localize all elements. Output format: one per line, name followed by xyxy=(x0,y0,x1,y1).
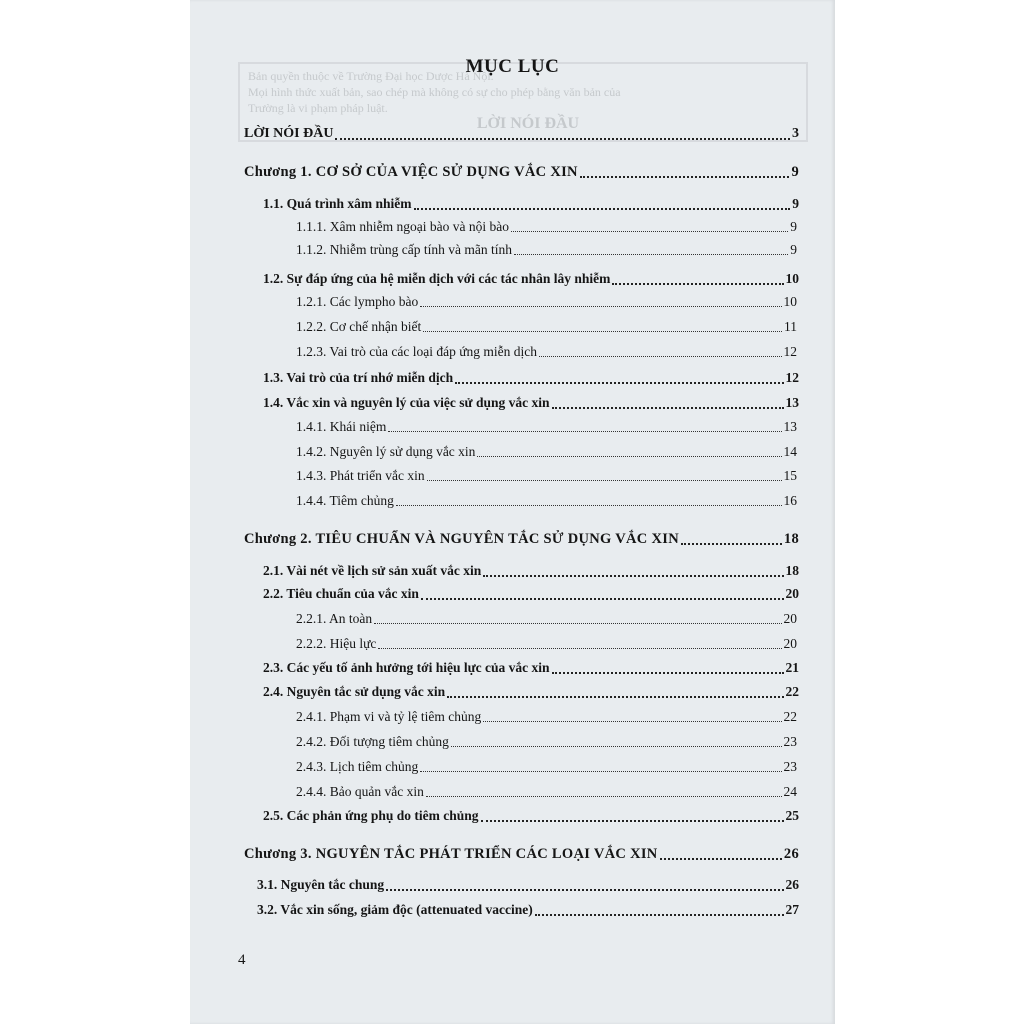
leader-dots xyxy=(483,706,781,722)
toc-entry-label: Chương 2. TIÊU CHUẨN VÀ NGUYÊN TẮC SỬ DỤNG VẮC XIN xyxy=(244,531,679,547)
toc-entry-page: 11 xyxy=(784,319,797,334)
toc-entry-page: 18 xyxy=(783,531,799,547)
leader-dots xyxy=(414,193,791,210)
leader-dots xyxy=(423,316,782,332)
toc-entry-label: 2.2.1. An toàn xyxy=(296,611,373,626)
toc-entry-page: 12 xyxy=(783,344,797,359)
toc-subsection xyxy=(296,239,797,261)
toc-entry-page: 10 xyxy=(783,294,797,309)
toc-subsection xyxy=(296,608,797,630)
toc-entry-label: 2.2. Tiêu chuẩn của vắc xin xyxy=(263,586,419,601)
toc-section xyxy=(263,805,799,827)
toc-subsection xyxy=(296,316,797,338)
leader-dots xyxy=(378,633,781,649)
toc-entry-label: 3.1. Nguyên tắc chung xyxy=(257,877,385,892)
toc-entry-label: Chương 3. NGUYÊN TẮC PHÁT TRIỂN CÁC LOẠI VẮC XIN xyxy=(244,846,658,862)
toc-entry-label: 1.4.4. Tiêm chủng xyxy=(296,493,394,508)
toc-entry-page: 13 xyxy=(785,395,799,410)
leader-dots xyxy=(451,731,782,747)
toc-chapter xyxy=(244,843,799,865)
toc-entry-label: 1.1.1. Xâm nhiễm ngoại bào và nội bào xyxy=(296,219,509,234)
toc-entry-label: 2.3. Các yếu tố ảnh hưởng tới hiệu lực của vắc xin xyxy=(263,660,550,675)
toc-entry-page: 22 xyxy=(785,684,799,699)
leader-dots xyxy=(660,843,782,860)
leader-dots xyxy=(386,874,783,891)
toc-subsection xyxy=(296,465,797,487)
toc-entry-page: 21 xyxy=(785,660,799,675)
toc-entry-label: 1.4.3. Phát triển vắc xin xyxy=(296,468,425,483)
toc-entry-page: 13 xyxy=(783,419,797,434)
toc-subsection xyxy=(296,341,797,363)
toc-section xyxy=(263,583,799,605)
leader-dots xyxy=(455,367,783,384)
toc-entry-page: 9 xyxy=(791,164,799,180)
toc-chapter xyxy=(244,161,799,183)
leader-dots xyxy=(335,123,790,140)
leader-dots xyxy=(420,291,781,307)
toc-entry-page: 22 xyxy=(783,709,797,724)
toc-entry-page: 14 xyxy=(783,444,797,459)
toc-entry-label: 2.2.2. Hiệu lực xyxy=(296,636,377,651)
bleed-line: LỜI NÓI ĐẦU xyxy=(476,115,580,132)
leader-dots xyxy=(483,560,783,577)
toc-entry-page: 16 xyxy=(783,493,797,508)
toc-entry-label: 1.2.1. Các lympho bào xyxy=(296,294,419,309)
toc-section xyxy=(263,560,799,582)
toc-entry-page: 15 xyxy=(783,468,797,483)
leader-dots xyxy=(426,781,782,797)
toc-entry-label: 2.4.4. Bảo quản vắc xin xyxy=(296,784,424,799)
leader-dots xyxy=(535,899,784,916)
leader-dots xyxy=(552,392,784,409)
toc-section xyxy=(263,392,799,414)
toc-entry-page: 20 xyxy=(783,636,797,651)
toc-entry-label: 1.1.2. Nhiễm trùng cấp tính và mãn tính xyxy=(296,242,512,257)
toc-entry-page: 20 xyxy=(785,586,799,601)
leader-dots xyxy=(481,805,784,822)
toc-entry-label: 1.4.1. Khái niệm xyxy=(296,419,387,434)
toc-subsection xyxy=(296,781,797,803)
page-title: MỤC LỤC xyxy=(465,56,560,77)
leader-dots xyxy=(552,657,784,674)
toc-entry-label: 1.3. Vai trò của trí nhớ miễn dịch xyxy=(263,370,454,385)
leader-dots xyxy=(511,216,788,232)
toc-entry-label: 2.4.1. Phạm vi và tỷ lệ tiêm chủng xyxy=(296,709,482,724)
toc-entry-page: 23 xyxy=(783,759,797,774)
toc-entry-label: 2.4.3. Lịch tiêm chủng xyxy=(296,759,419,774)
toc-entry-page: 9 xyxy=(790,219,797,234)
toc-section xyxy=(263,657,799,679)
toc-entry-page: 9 xyxy=(790,242,797,257)
toc-entry-page: 25 xyxy=(785,808,799,823)
leader-dots xyxy=(421,583,784,600)
toc-entry-label: 1.2.3. Vai trò của các loại đáp ứng miễn dịch xyxy=(296,344,537,359)
toc-entry-label: 2.5. Các phản ứng phụ do tiêm chủng xyxy=(263,808,479,823)
toc-subsection xyxy=(296,216,797,238)
toc-entry-label: 1.4. Vắc xin và nguyên lý của việc sử dụng vắc xin xyxy=(263,395,550,410)
toc-subsection xyxy=(296,416,797,438)
toc-subsection xyxy=(296,706,797,728)
toc-entry-label: 3.2. Vắc xin sống, giảm độc (attenuated vaccine) xyxy=(257,902,533,917)
toc-subsection xyxy=(296,291,797,313)
leader-dots xyxy=(427,465,782,481)
leader-dots xyxy=(539,341,782,357)
leader-dots xyxy=(681,528,782,545)
bleed-line: Trường là vi phạm pháp luật. xyxy=(248,101,388,115)
toc-entry-page: 9 xyxy=(792,196,799,211)
toc-entry-page: 12 xyxy=(785,370,799,385)
toc-entry-label: 1.2.2. Cơ chế nhận biết xyxy=(296,319,422,334)
toc-entry xyxy=(244,123,799,145)
toc-entry-label: 2.1. Vài nét về lịch sử sản xuất vắc xin xyxy=(263,563,482,578)
toc-entry-label: 2.4.2. Đối tượng tiêm chủng xyxy=(296,734,449,749)
leader-dots xyxy=(580,161,790,178)
toc-entry-label: LỜI NÓI ĐẦU xyxy=(244,126,334,141)
page-number: 4 xyxy=(238,952,246,968)
toc-entry-page: 18 xyxy=(785,563,799,578)
toc-entry-page: 10 xyxy=(785,271,799,286)
leader-dots xyxy=(388,416,781,432)
toc-subsection xyxy=(296,756,797,778)
toc-entry-page: 26 xyxy=(783,846,799,862)
toc-entry-page: 20 xyxy=(783,611,797,626)
toc-entry-page: 24 xyxy=(783,784,797,799)
toc-section xyxy=(263,681,799,703)
toc-entry-page: 26 xyxy=(785,877,799,892)
leader-dots xyxy=(447,681,783,698)
leader-dots xyxy=(477,441,781,457)
leader-dots xyxy=(374,608,781,624)
toc-subsection xyxy=(296,441,797,463)
toc-section xyxy=(263,193,799,215)
leader-dots xyxy=(420,756,781,772)
leader-dots xyxy=(396,490,782,506)
leader-dots xyxy=(612,268,783,285)
toc-entry-label: 1.2. Sự đáp ứng của hệ miễn dịch với các tác nhân lây nhiễm xyxy=(263,271,611,286)
toc-entry-label: 1.4.2. Nguyên lý sử dụng vắc xin xyxy=(296,444,476,459)
toc-subsection xyxy=(296,490,797,512)
toc-entry-label: 1.1. Quá trình xâm nhiễm xyxy=(263,196,412,211)
toc-entry-label: 2.4. Nguyên tắc sử dụng vắc xin xyxy=(263,684,446,699)
bleed-line: Mọi hình thức xuất bản, sao chép mà không có sự cho phép bằng văn bản của xyxy=(248,85,621,99)
toc-section xyxy=(257,874,799,896)
toc-entry-page: 3 xyxy=(792,126,799,141)
toc-subsection xyxy=(296,731,797,753)
toc-entry-label: Chương 1. CƠ SỞ CỦA VIỆC SỬ DỤNG VẮC XIN xyxy=(244,164,578,180)
toc-chapter xyxy=(244,528,799,550)
bleed-line: Bản quyền thuộc về Trường Đại học Dược Hà Nội. xyxy=(248,69,494,83)
toc-entry-page: 27 xyxy=(785,902,799,917)
toc-section xyxy=(263,367,799,389)
toc-section xyxy=(263,268,799,290)
toc-subsection xyxy=(296,633,797,655)
toc-entry-page: 23 xyxy=(783,734,797,749)
toc-section xyxy=(257,899,799,921)
leader-dots xyxy=(514,239,788,255)
